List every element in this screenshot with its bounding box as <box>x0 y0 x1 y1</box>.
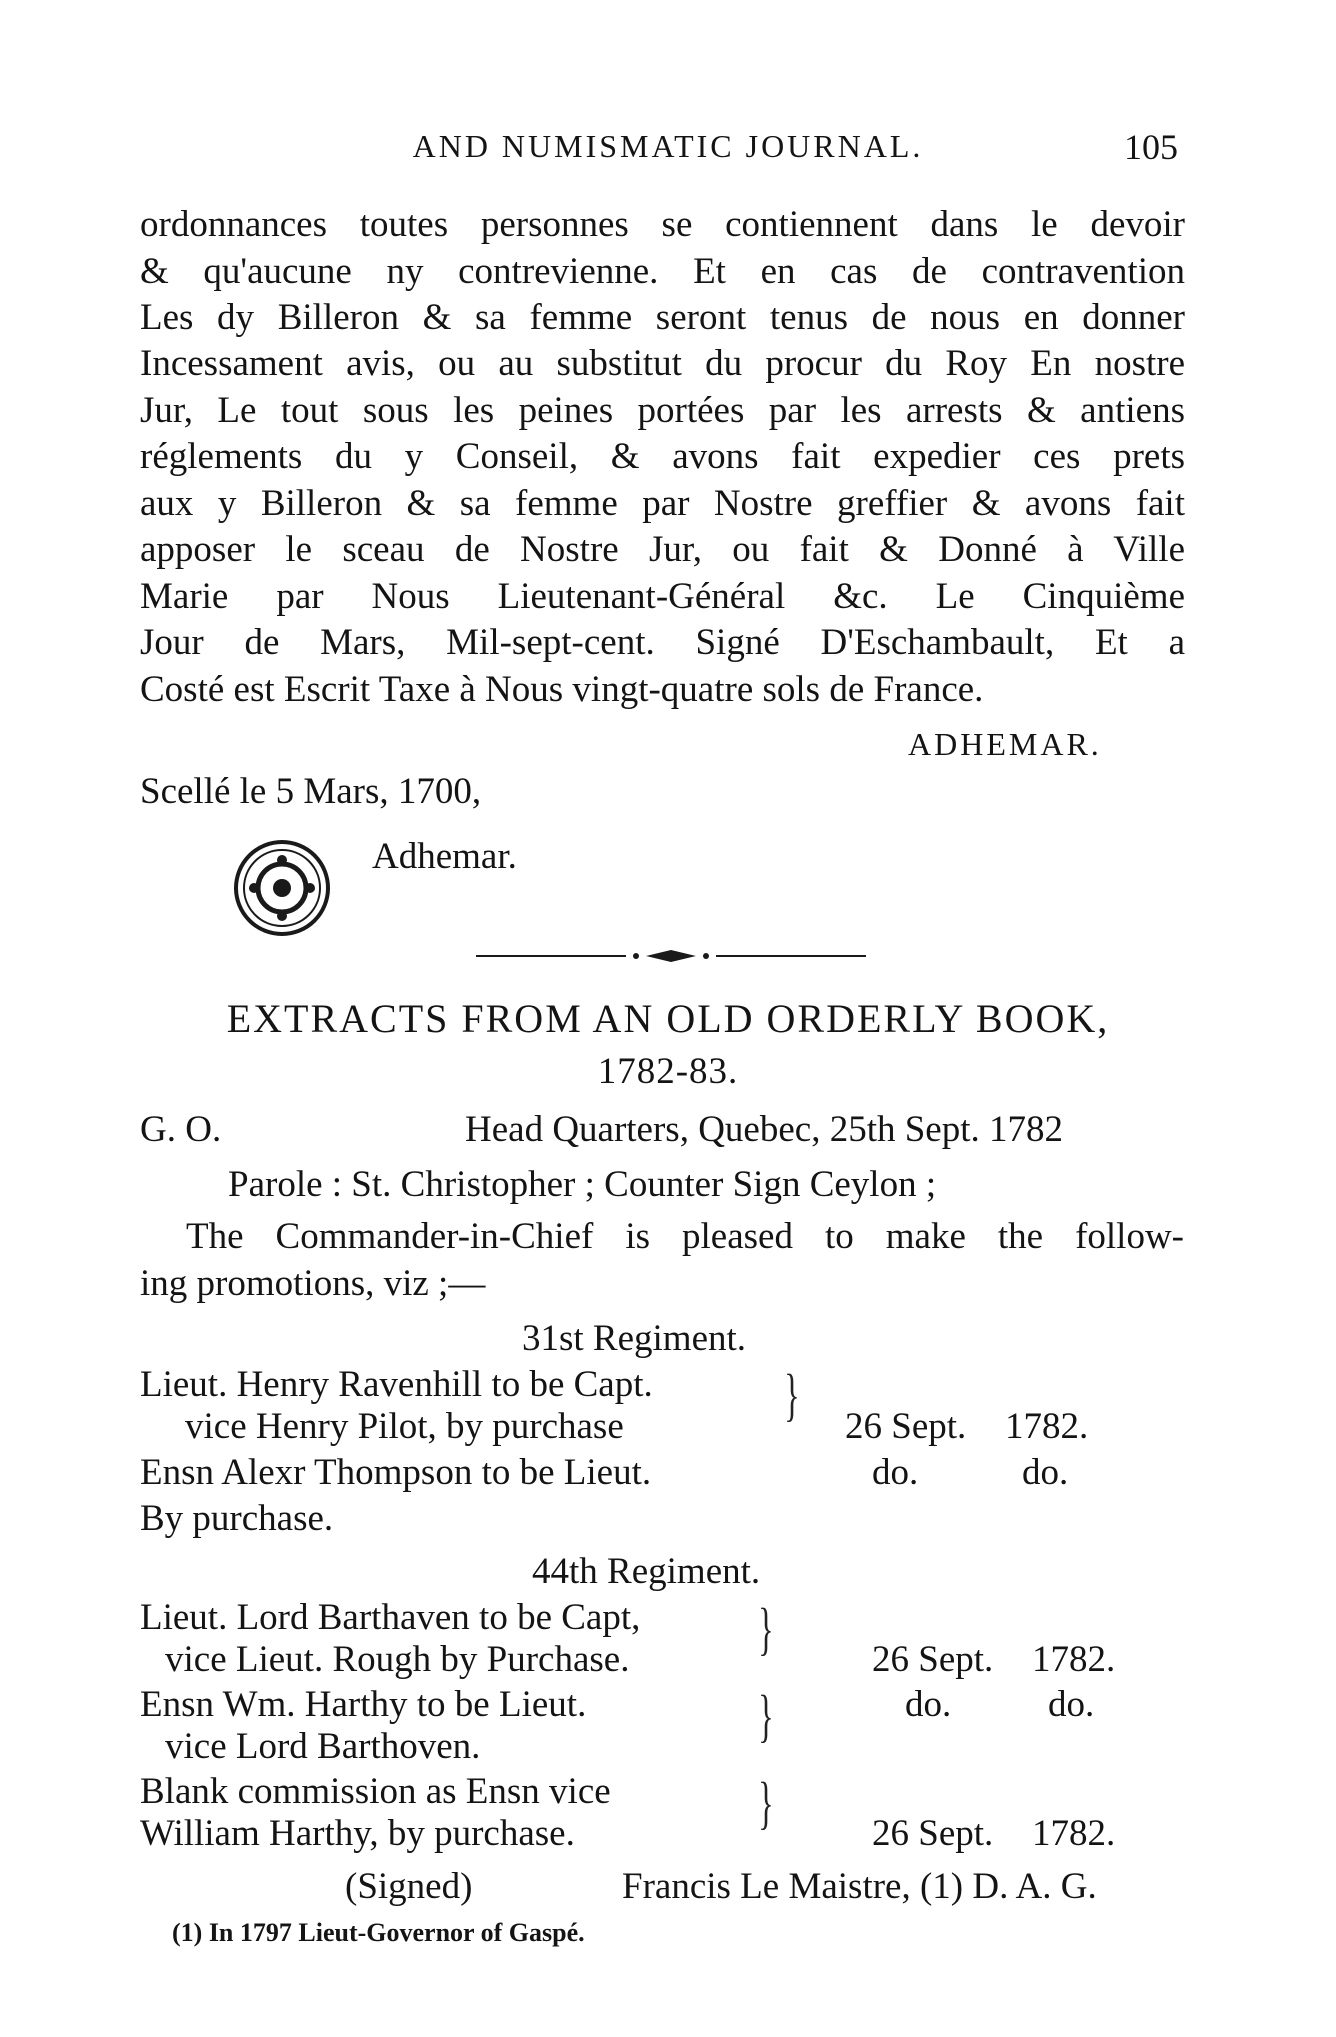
promotion-year: 1782. <box>1032 1813 1116 1854</box>
promotion-line: vice Lieut. Rough by Purchase. <box>165 1639 630 1680</box>
intro-line: The Commander-in-Chief is pleased to make the follow- <box>186 1216 1184 1257</box>
signed-label: (Signed) <box>345 1866 473 1907</box>
promotion-date: do. <box>905 1684 952 1725</box>
promotion-year: 1782. <box>1032 1639 1116 1680</box>
promotion-note: By purchase. <box>140 1498 334 1539</box>
promotion-line: Ensn Alexr Thompson to be Lieut. <box>140 1452 652 1493</box>
signed-name: Francis Le Maistre, (1) D. A. G. <box>622 1866 1097 1907</box>
running-title: AND NUMISMATIC JOURNAL. <box>412 128 924 164</box>
text-line: Costé est Escrit Taxe à Nous vingt-quatre sols de France. <box>140 669 984 710</box>
promotion-line: William Harthy, by purchase. <box>140 1813 575 1854</box>
text-line: ordonnances toutes personnes se contiennent dans le devoir <box>140 204 1185 245</box>
promotion-year: do. <box>1048 1684 1095 1725</box>
text-line: Marie par Nous Lieutenant-Général &c. Le Cinquième <box>140 576 1185 617</box>
running-head <box>0 128 1336 178</box>
promotion-line: Lieut. Lord Barthaven to be Capt, <box>140 1597 641 1638</box>
text-line: apposer le sceau de Nostre Jur, ou fait & Donné à Ville <box>140 529 1185 570</box>
text-line: & qu'aucune ny contrevienne. Et en cas de contravention <box>140 251 1185 292</box>
sealed-note: Scellé le 5 Mars, 1700, <box>140 771 482 812</box>
promotion-line: Ensn Wm. Harthy to be Lieut. <box>140 1684 587 1725</box>
parole-line: Parole : St. Christopher ; Counter Sign Ceylon ; <box>228 1164 937 1205</box>
text-line: aux y Billeron & sa femme par Nostre greffier & avons fait <box>140 483 1185 524</box>
brace-icon: } <box>758 1770 774 1835</box>
text-line: Les dy Billeron & sa femme seront tenus de nous en donner <box>140 297 1185 338</box>
text-line: Incessament avis, ou au substitut du procur du Roy En nostre <box>140 343 1185 384</box>
brace-icon: } <box>758 1596 774 1661</box>
promotion-line: Lieut. Henry Ravenhill to be Capt. <box>140 1364 653 1405</box>
page-number: 105 <box>1124 127 1178 167</box>
signature-adhemar: ADHEMAR. <box>908 726 1102 762</box>
promotion-line: Blank commission as Ensn vice <box>140 1771 611 1812</box>
intro-line: ing promotions, viz ;— <box>140 1263 486 1304</box>
extract-years: 1782-83. <box>597 1051 739 1092</box>
promotion-date: 26 Sept. <box>872 1639 994 1680</box>
promotion-date: do. <box>872 1452 919 1493</box>
section-divider-ornament <box>476 948 866 964</box>
seal-icon <box>232 838 332 938</box>
regiment-heading: 44th Regiment. <box>532 1551 761 1592</box>
text-line: réglements du y Conseil, & avons fait expedier ces prets <box>140 436 1185 477</box>
sealed-by: Adhemar. <box>372 836 517 877</box>
promotion-line: vice Lord Barthoven. <box>165 1726 481 1767</box>
hq-line: Head Quarters, Quebec, 25th Sept. 1782 <box>465 1109 1063 1150</box>
go-label: G. O. <box>140 1109 222 1150</box>
brace-icon: } <box>784 1362 800 1427</box>
extract-title: EXTRACTS FROM AN OLD ORDERLY BOOK, <box>226 996 1110 1041</box>
text-line: Jour de Mars, Mil-sept-cent. Signé D'Eschambault, Et a <box>140 622 1185 663</box>
text-line: Jur, Le tout sous les peines portées par les arrests & antiens <box>140 390 1185 431</box>
promotion-line: vice Henry Pilot, by purchase <box>185 1406 624 1447</box>
footnote: (1) In 1797 Lieut-Governor of Gaspé. <box>172 1918 585 1947</box>
promotion-year: do. <box>1022 1452 1069 1493</box>
promotion-date: 26 Sept. <box>872 1813 994 1854</box>
promotion-date: 26 Sept. <box>845 1406 967 1447</box>
promotion-year: 1782. <box>1005 1406 1089 1447</box>
brace-icon: } <box>758 1683 774 1748</box>
regiment-heading: 31st Regiment. <box>522 1318 747 1359</box>
